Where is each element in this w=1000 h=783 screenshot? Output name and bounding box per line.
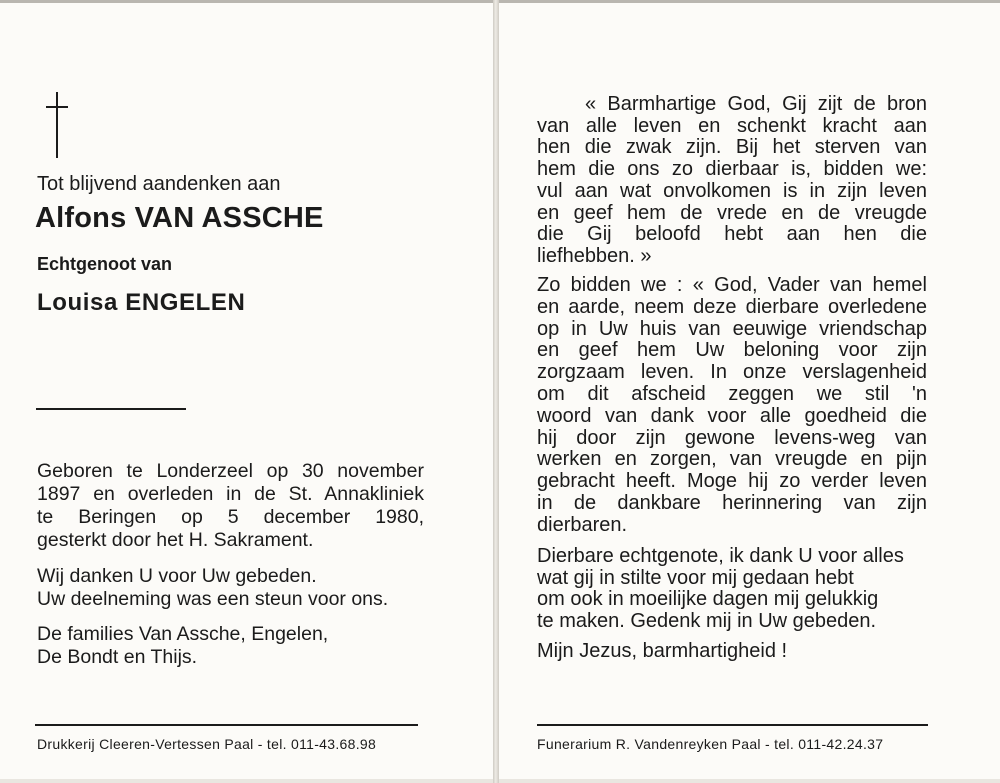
footer-rule-right [537,724,928,726]
prayer-line: zorgzaam leven. In onze verslagenheid [537,361,927,384]
funeral-home-credit: Funerarium R. Vandenreyken Paal - tel. 011-42.24.37 [537,736,884,752]
thanks-line: Uw deelneming was een steun voor ons. [37,588,389,610]
prayer-paragraph-1 [537,94,927,268]
prayer-line: op in Uw huis van eeuwige vriendschap [537,317,927,340]
prayer-line: die Gij beloofd hebt aan hen die [537,223,927,246]
spouse-label: Echtgenoot van [37,254,173,274]
prayer-line: woord van dank voor alle goedheid die [537,404,927,427]
printer-credit: Drukkerij Cleeren-Vertessen Paal - tel. 011-43.68.98 [37,736,377,752]
biography-line: Geboren te Londerzeel op 30 november [37,460,424,482]
footer-rule-left [35,724,418,726]
cross-icon [42,92,72,158]
prayer-line: vul aan wat onvolkomen is in zijn leven [537,179,927,202]
biography-line: gesterkt door het H. Sakrament. [37,529,314,551]
prayer-line: werken en zorgen, van vreugde en pijn [537,448,927,471]
prayer-line: en geef hem de vrede en de vreugde [537,201,927,224]
prayer-line: Dierbare echtgenote, ik dank U voor alles [537,545,904,567]
remembrance-heading: Tot blijvend aandenken aan [37,173,281,195]
prayer-line: en aarde, neem deze dierbare overledene [537,295,927,318]
prayer-line: hij door zijn gewone levens-weg van [537,426,927,449]
prayer-line: hen die zwak zijn. Bij het sterven van [537,136,927,159]
prayer-line: gebracht heeft. Moge hij zo verder leven [537,470,927,493]
families-line: De families Van Assche, Engelen, [37,623,329,645]
prayer-paragraph-3 [537,546,927,633]
divider [36,408,186,410]
spouse-name: Louisa ENGELEN [37,289,246,316]
prayer-line: in de dankbare herinnering van zijn [537,491,927,514]
deceased-name: Alfons VAN ASSCHE [35,202,324,234]
biography-line: 1897 en overleden in de St. Annakliniek [37,483,424,505]
prayer-line: wat gij in stilte voor mij gedaan hebt [537,566,854,589]
prayer-line: Zo bidden we : « God, Vader van hemel [537,274,927,296]
prayer-line: te maken. Gedenk mij in Uw gebeden. [537,610,877,633]
families-line: De Bondt en Thijs. [37,646,198,668]
closing-invocation: Mijn Jezus, barmhartigheid ! [537,640,788,662]
prayer-paragraph-2 [537,275,927,537]
prayer-line: « Barmhartige God, Gij zijt de bron [585,93,927,115]
families-text [37,623,328,669]
biography-line: te Beringen op 5 december 1980, [37,506,424,528]
prayer-line: en geef hem Uw beloning voor zijn [537,339,927,362]
prayer-line: liefhebben. » [537,244,652,267]
thanks-text [37,565,388,611]
biography [37,460,424,552]
thanks-line: Wij danken U voor Uw gebeden. [37,565,317,587]
prayer-line: om dit afscheid zeggen we stil 'n [537,382,927,405]
prayer-line: om ook in moeilijke dagen mij gelukkig [537,588,879,611]
prayer-line: dierbaren. [537,513,628,536]
prayer-line: van alle leven en schenkt kracht aan [537,114,927,137]
prayer-line: hem die ons zo dierbaar is, bidden we: [537,158,927,181]
